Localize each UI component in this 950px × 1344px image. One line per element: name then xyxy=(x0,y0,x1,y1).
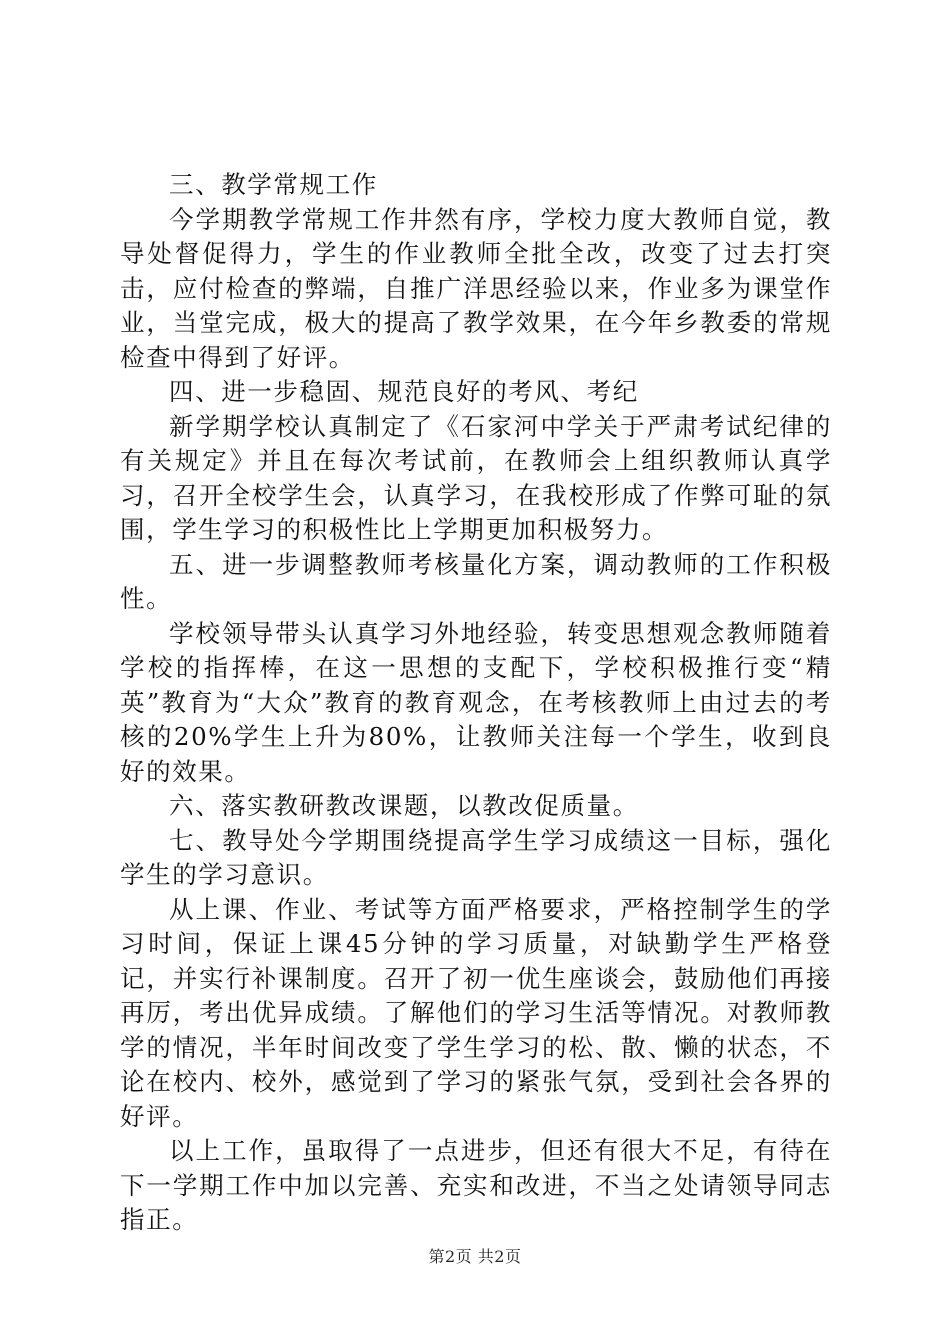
section-heading-teaching-routine: 三、教学常规工作 xyxy=(169,170,378,199)
section-heading-learning-awareness: 七、教导处今学期围绕提高学生学习成绩这一目标，强化学生的学习意识。 xyxy=(120,825,832,889)
paragraph-exam-discipline: 新学期学校认真制定了《石家河中学关于严肃考试纪律的有关规定》并且在每次考试前，在教师会上组织教师认真学习，召开全校学生会，认真学习，在我校形成了作弊可耻的氛围，学生学习的积极性比上学期更加积极努力。 xyxy=(120,411,832,544)
page-footer: 第2页 共2页 xyxy=(428,1247,522,1266)
paragraph-learning-awareness: 从上课、作业、考试等方面严格要求，严格控制学生的学习时间，保证上课45分钟的学习质量，对缺勤学生严格登记，并实行补课制度。召开了初一优生座谈会，鼓励他们再接再厉，考出优异成绩。了解他们的学习生活等情况。对教师教学的情况，半年时间改变了学生学习的松、散、懒的状态，不论在校内、校外，感觉到了学习的紧张气氛，受到社会各界的好评。 xyxy=(120,894,832,1131)
section-heading-teacher-assessment: 五、进一步调整教师考核量化方案，调动教师的工作积极性。 xyxy=(120,549,832,613)
paragraph-teacher-assessment: 学校领导带头认真学习外地经验，转变思想观念教师随着学校的指挥棒，在这一思想的支配下，学校积极推行变“精英”教育为“大众”教育的教育观念，在考核教师上由过去的考核的20%学生上升为80%，让教师关注每一个学生，收到良好的效果。 xyxy=(120,618,832,786)
paragraph-conclusion: 以上工作，虽取得了一点进步，但还有很大不足，有待在下一学期工作中加以完善、充实和改进，不当之处请领导同志指正。 xyxy=(120,1136,832,1234)
document-body xyxy=(120,168,832,1238)
section-heading-exam-discipline: 四、进一步稳固、规范良好的考风、考纪 xyxy=(169,377,639,406)
section-heading-teaching-research: 六、落实教研教改课题，以教改促质量。 xyxy=(169,791,639,820)
paragraph-teaching-routine: 今学期教学常规工作井然有序，学校力度大教师自觉，教导处督促得力，学生的作业教师全批全改，改变了过去打突击，应付检查的弊端，自推广洋思经验以来，作业多为课堂作业，当堂完成，极大的提高了教学效果，在今年乡教委的常规检查中得到了好评。 xyxy=(120,204,832,372)
